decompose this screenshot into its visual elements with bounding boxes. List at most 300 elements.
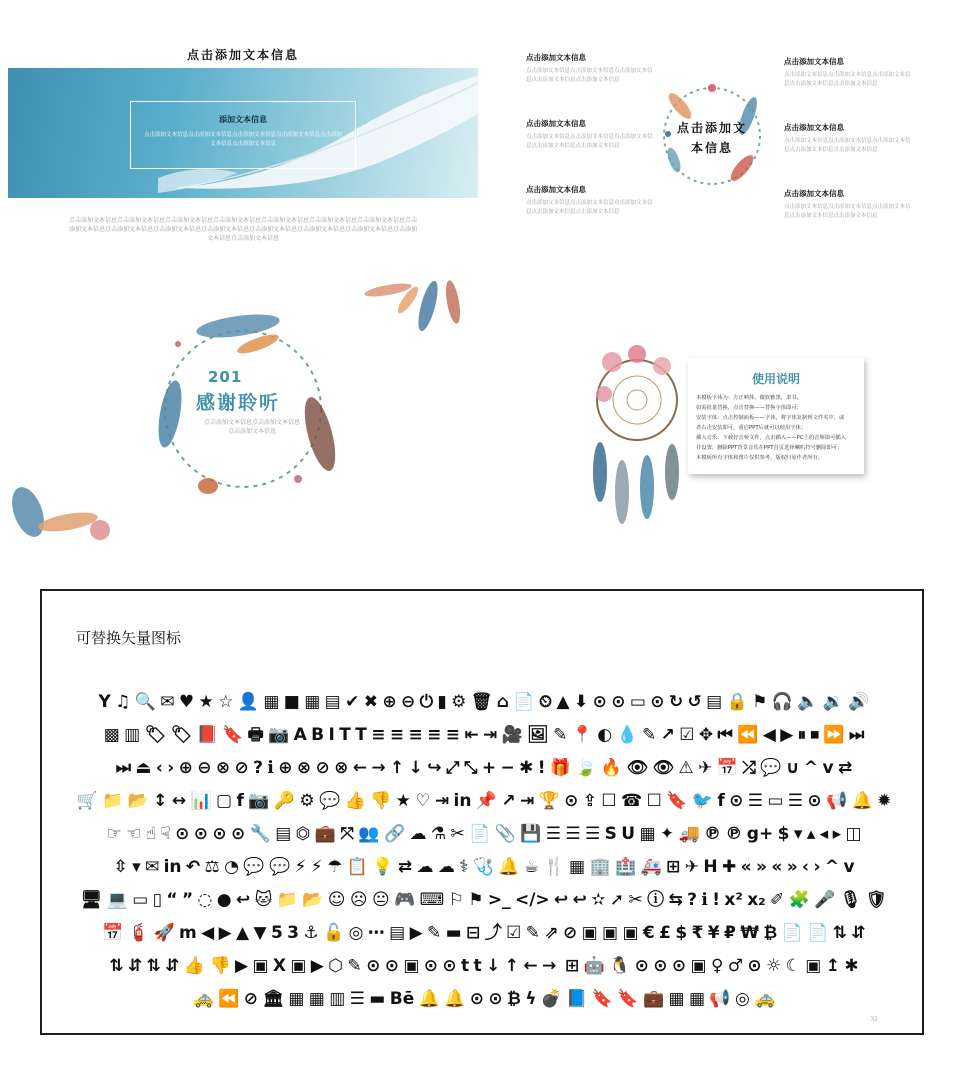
vector-icon: 👍 bbox=[344, 790, 366, 811]
thanks-subtitle: 点击添加文本信息点击添加文本信息点击添加文本信息 bbox=[204, 419, 301, 435]
vector-icon: ⇅ bbox=[832, 922, 847, 943]
vector-icon: ⚠ bbox=[678, 757, 694, 778]
vector-icon: ⊙ bbox=[564, 790, 579, 811]
vector-icon: 📅 bbox=[102, 922, 124, 943]
vector-icon: ✖ bbox=[363, 691, 378, 712]
vector-icon: → bbox=[541, 955, 557, 976]
vector-icon: ↩ bbox=[554, 889, 569, 910]
vector-icon: ▲ bbox=[556, 691, 570, 712]
thanks-title: 感谢聆听 bbox=[196, 392, 281, 414]
vector-icon: 🔊 bbox=[848, 691, 870, 712]
vector-icon: 📁 bbox=[102, 790, 124, 811]
vector-icon: ✈ bbox=[684, 856, 699, 877]
vector-icon: 🖶 bbox=[247, 724, 264, 745]
vector-icon: 🎁 bbox=[549, 757, 571, 778]
icon-grid bbox=[60, 685, 908, 1015]
vector-icon: › bbox=[167, 757, 175, 778]
item-heading: 点击添加文本信息 bbox=[526, 119, 586, 128]
vector-icon: ‹ bbox=[155, 757, 163, 778]
vector-icon: ⊞ bbox=[564, 955, 580, 976]
vector-icon: ✹ bbox=[877, 790, 892, 811]
vector-icon: ☰ bbox=[349, 988, 365, 1009]
vector-icon: 🔔 bbox=[444, 988, 466, 1009]
vector-icon: ☆ bbox=[218, 691, 234, 712]
vector-icon: £ bbox=[659, 922, 671, 943]
vector-icon: 🔈 bbox=[797, 691, 819, 712]
vector-icon: ⇥ bbox=[482, 724, 498, 745]
vector-icon: 📎 bbox=[494, 823, 516, 844]
instruction-line: 本模板所有字体和图片仅供参考，版权归原作者所有。 bbox=[696, 455, 824, 461]
icon-row bbox=[60, 949, 908, 982]
icon-row bbox=[60, 850, 908, 883]
vector-icon: ▬ bbox=[369, 988, 386, 1009]
icon-row bbox=[60, 685, 908, 718]
vector-icon: ▦ bbox=[288, 988, 305, 1009]
vector-icon: ↺ bbox=[687, 691, 702, 712]
vector-icon: 🤖 bbox=[583, 955, 605, 976]
vector-icon: 🧯 bbox=[127, 922, 150, 943]
vector-icon: € bbox=[642, 922, 655, 943]
vector-icon: 📁 bbox=[276, 889, 298, 910]
vector-icon: 🛡 bbox=[865, 889, 888, 910]
vector-icon: ⊙ bbox=[729, 790, 744, 811]
vector-icon: ⏩ bbox=[823, 724, 845, 745]
vector-icon: v bbox=[822, 757, 834, 778]
vector-icon: 👎 bbox=[370, 790, 392, 811]
vector-icon: ▦ bbox=[308, 988, 325, 1009]
banner-box-title: 添加文本信息 bbox=[219, 115, 267, 124]
vector-icon: Bē bbox=[389, 988, 415, 1009]
vector-icon: ✫ bbox=[591, 889, 606, 910]
vector-icon: ⌨ bbox=[419, 889, 445, 910]
vector-icon: U bbox=[621, 823, 636, 844]
vector-icon: ♫ bbox=[115, 691, 131, 712]
vector-icon: ▭ bbox=[629, 691, 646, 712]
vector-icon: « bbox=[740, 856, 752, 877]
vector-icon: 📍 bbox=[571, 724, 593, 745]
vector-icon: 🩺 bbox=[472, 856, 494, 877]
item-body: 点击添加文本信息点击添加文本信息点击添加文本信息点击添加文本信息点击添加文本信息 bbox=[784, 204, 911, 219]
item-heading: 点击添加文本信息 bbox=[526, 185, 586, 194]
vector-icon: 🚚 bbox=[678, 823, 700, 844]
vector-icon: ▣ bbox=[252, 955, 269, 976]
vector-icon: ▦ bbox=[569, 856, 586, 877]
vector-icon: ¥ bbox=[707, 922, 720, 943]
item-heading: 点击添加文本信息 bbox=[784, 57, 844, 66]
vector-icon: 💣 bbox=[540, 988, 562, 1009]
vector-icon: ℗ bbox=[704, 823, 722, 844]
icon-row bbox=[60, 751, 908, 784]
vector-icon: ◀ bbox=[762, 724, 776, 745]
vector-icon: ▣ bbox=[602, 922, 619, 943]
vector-icon: 🚑 bbox=[640, 856, 662, 877]
text-item bbox=[526, 52, 656, 85]
vector-icon: ⏭ bbox=[115, 757, 132, 778]
vector-icon: ₹ bbox=[691, 922, 704, 943]
item-heading: 点击添加文本信息 bbox=[784, 189, 844, 198]
vector-icon: ☎ bbox=[621, 790, 643, 811]
page-number: 32 bbox=[870, 1016, 878, 1023]
vector-icon: ↪ bbox=[427, 757, 442, 778]
vector-icon: 🏛 bbox=[262, 988, 284, 1009]
vector-icon: ↩ bbox=[572, 889, 587, 910]
vector-icon: 📕 bbox=[196, 724, 218, 745]
icon-row bbox=[60, 883, 908, 916]
vector-icon: 🖼 bbox=[527, 724, 549, 745]
vector-icon: 💬 bbox=[318, 790, 341, 811]
vector-icon: 👍 bbox=[183, 955, 206, 976]
vector-icon: T bbox=[355, 724, 367, 745]
text-item bbox=[784, 188, 914, 221]
vector-icon: ⊖ bbox=[400, 691, 416, 712]
vector-icon: H bbox=[703, 856, 718, 877]
vector-icon: ⇆ bbox=[668, 889, 683, 910]
vector-icon: ⇥ bbox=[519, 790, 535, 811]
vector-icon: ⊗ bbox=[215, 757, 231, 778]
vector-icon: ⏪ bbox=[218, 988, 240, 1009]
vector-icon: ⇤ bbox=[464, 724, 479, 745]
vector-icon: ^ bbox=[803, 757, 819, 778]
vector-icon: ✥ bbox=[698, 724, 714, 745]
vector-icon: “ bbox=[166, 889, 178, 910]
vector-icon: ◐ bbox=[597, 724, 613, 745]
icon-row bbox=[60, 916, 908, 949]
vector-icon: ▮ bbox=[437, 691, 447, 712]
vector-icon: 💧 bbox=[616, 724, 638, 745]
sea-banner-image bbox=[8, 68, 478, 198]
vector-icon: 🔖 bbox=[617, 988, 639, 1009]
vector-icon: ✐ bbox=[770, 889, 785, 910]
icon-row bbox=[60, 784, 908, 817]
vector-icon: 🎤 bbox=[814, 889, 836, 910]
vector-icon: 🔖 bbox=[222, 724, 244, 745]
vector-icon: 💬 bbox=[268, 856, 291, 877]
vector-icon: 📅 bbox=[716, 757, 738, 778]
vector-icon: t bbox=[473, 955, 482, 976]
vector-icon: − bbox=[500, 757, 515, 778]
vector-icon: ⊙ bbox=[671, 955, 687, 976]
vector-icon: ⤢ bbox=[445, 757, 460, 778]
vector-icon: ☐ bbox=[646, 790, 662, 811]
vector-icon: ⊙ bbox=[634, 955, 649, 976]
vector-icon: ⇅ bbox=[146, 955, 161, 976]
vector-icon: ◂ bbox=[819, 823, 829, 844]
vector-icon: 🔖 bbox=[591, 988, 614, 1009]
vector-icon: ▦ bbox=[668, 988, 685, 1009]
vector-icon: 💬 bbox=[760, 757, 782, 778]
vector-icon: ☂ bbox=[327, 856, 343, 877]
instruction-title: 使用说明 bbox=[751, 372, 800, 386]
vector-icon: 🏆 bbox=[538, 790, 560, 811]
vector-icon: ⬇ bbox=[573, 691, 589, 712]
vector-icon: ⇥ bbox=[434, 790, 450, 811]
vector-icon: ℹ bbox=[267, 757, 274, 778]
vector-icon: ₩ bbox=[740, 922, 759, 943]
vector-icon: ☝ bbox=[145, 823, 157, 844]
vector-icon: ✉ bbox=[144, 856, 160, 877]
vector-icon: ▣ bbox=[690, 955, 707, 976]
vector-icon: ⤧ bbox=[340, 823, 355, 844]
vector-icon: ⏏ bbox=[135, 757, 152, 778]
vector-icon: 🎮 bbox=[394, 889, 416, 910]
vector-icon: ⊙ bbox=[747, 955, 762, 976]
vector-icon: ■ bbox=[283, 691, 300, 712]
vector-icon: ✎ bbox=[525, 922, 540, 943]
vector-icon: ▣ bbox=[805, 955, 822, 976]
vector-icon: 📷 bbox=[248, 790, 270, 811]
slide-banner bbox=[8, 38, 478, 248]
vector-icon: 📄 bbox=[781, 922, 803, 943]
vector-icon: ← bbox=[352, 757, 367, 778]
vector-icon: 😐 bbox=[372, 889, 390, 910]
vector-icon: ✎ bbox=[642, 724, 657, 745]
feather-corner-illustration bbox=[358, 276, 478, 346]
vector-icon: ≡ bbox=[427, 724, 442, 745]
vector-icon: ▦ bbox=[639, 823, 656, 844]
vector-icon: 👁 bbox=[652, 757, 675, 778]
vector-icon: ☺ bbox=[327, 889, 346, 910]
vector-icon: ⊖ bbox=[197, 757, 212, 778]
vector-icon: ▣ bbox=[622, 922, 639, 943]
instruction-line: 插入音乐：下载好音频文件，点击插入——PC上的音频即可插入 bbox=[696, 435, 846, 441]
vector-icon: ⚙ bbox=[451, 691, 467, 712]
vector-icon: 🔔 bbox=[418, 988, 440, 1009]
vector-icon: ▶ bbox=[780, 724, 794, 745]
vector-icon: ▶ bbox=[218, 922, 232, 943]
vector-icon: ⊙ bbox=[650, 691, 665, 712]
vector-icon: 🎙 bbox=[839, 889, 862, 910]
icon-row bbox=[60, 718, 908, 751]
vector-icon: ⚑ bbox=[752, 691, 768, 712]
vector-icon: 📢 bbox=[826, 790, 848, 811]
vector-icon: ↥ bbox=[825, 955, 840, 976]
year-number: 201 bbox=[208, 368, 243, 386]
vector-icon: ↔ bbox=[171, 790, 187, 811]
vector-icon: 🐧 bbox=[609, 955, 631, 976]
instruction-line: 本模板字体为：方正呐体，微软雅黑，隶书。 bbox=[696, 395, 802, 401]
item-body: 点击添加文本信息点击添加文本信息点击添加文本信息点击添加文本信息点击添加文本信息 bbox=[526, 200, 653, 215]
vector-icon: ▭ bbox=[132, 889, 149, 910]
vector-icon: 🗑 bbox=[470, 691, 493, 712]
vector-icon: ↗ bbox=[501, 790, 516, 811]
vector-icon: 🔔 bbox=[851, 790, 873, 811]
vector-icon: ▣ bbox=[403, 955, 420, 976]
vector-icon: ⊙ bbox=[807, 790, 822, 811]
vector-icon: ▼ bbox=[253, 922, 267, 943]
banner-text-box bbox=[130, 101, 356, 169]
vector-icon: 3 bbox=[287, 922, 300, 943]
vector-icon: Y bbox=[98, 691, 111, 712]
vector-icon: ♥ bbox=[178, 691, 195, 712]
vector-icon: ▭ bbox=[767, 790, 784, 811]
vector-icon: ▶ bbox=[409, 922, 423, 943]
vector-icon: ! bbox=[712, 889, 721, 910]
slide-thanks bbox=[8, 276, 478, 542]
vector-icon: ⇵ bbox=[165, 955, 180, 976]
vector-icon: T bbox=[339, 724, 351, 745]
vector-icon: ↓ bbox=[486, 955, 501, 976]
vector-icon: ‹ bbox=[802, 856, 810, 877]
vector-icon: ↻ bbox=[668, 691, 684, 712]
vector-icon: 💼 bbox=[314, 823, 337, 844]
vector-icon: ↗ bbox=[660, 724, 675, 745]
vector-icon: 💼 bbox=[642, 988, 665, 1009]
vector-icon: ≡ bbox=[408, 724, 423, 745]
vector-icon: ⇗ bbox=[544, 922, 559, 943]
vector-icon: ✚ bbox=[721, 856, 737, 877]
vector-icon: ◔ bbox=[224, 856, 240, 877]
vector-icon: ⇵ bbox=[128, 955, 143, 976]
vector-icon: ◎ bbox=[734, 988, 750, 1009]
vector-icon: ⚐ bbox=[448, 889, 464, 910]
vector-icon: » bbox=[786, 856, 798, 877]
vector-icon: ⊘ bbox=[234, 757, 249, 778]
item-body: 点击添加文本信息点击添加文本信息点击添加文本信息点击添加文本信息点击添加文本信息 bbox=[526, 68, 653, 83]
vector-icon: 📋 bbox=[346, 856, 368, 877]
vector-icon: ◀ bbox=[201, 922, 215, 943]
vector-icon: ☑ bbox=[506, 922, 522, 943]
vector-icon: 🧩 bbox=[788, 889, 810, 910]
item-heading: 点击添加文本信息 bbox=[784, 123, 844, 132]
vector-icon: ≡ bbox=[389, 724, 405, 745]
vector-icon: ⇵ bbox=[851, 922, 866, 943]
vector-icon: ▦ bbox=[688, 988, 706, 1009]
vector-icon: ☐ bbox=[601, 790, 617, 811]
vector-icon: ⊙ bbox=[212, 823, 227, 844]
vector-icon: ▩ bbox=[103, 724, 120, 745]
vector-icon: 🛒 bbox=[76, 790, 98, 811]
vector-icon: 🔒 bbox=[726, 691, 748, 712]
vector-icon: 🎧 bbox=[771, 691, 793, 712]
vector-icon: ⊙ bbox=[442, 955, 457, 976]
vector-icon: 📌 bbox=[475, 790, 497, 811]
vector-icon: ⇄ bbox=[838, 757, 853, 778]
instruction-line: 并设置，删除PPT背景音乐在PPT首页选择喇叭符号删除即可； bbox=[696, 445, 843, 451]
vector-icon: ➚ bbox=[609, 889, 625, 910]
vector-icon: ⊙ bbox=[488, 988, 503, 1009]
text-item bbox=[784, 122, 914, 155]
vector-icon: 🔔 bbox=[498, 856, 520, 877]
vector-icon: ? bbox=[253, 757, 263, 778]
vector-icon: ☁ bbox=[437, 856, 455, 877]
vector-icon: ← bbox=[523, 955, 538, 976]
vector-icon: ⚖ bbox=[204, 856, 220, 877]
vector-icon: 🔖 bbox=[666, 790, 688, 811]
vector-icon: + bbox=[481, 757, 497, 778]
vector-icon: B bbox=[311, 724, 325, 745]
vector-icon: ⊕ bbox=[178, 757, 193, 778]
vector-icon: ⏲ bbox=[538, 691, 553, 712]
vector-icon: ⊕ bbox=[382, 691, 397, 712]
vector-icon: ▴ bbox=[806, 823, 816, 844]
vector-icon: 🏷 bbox=[144, 724, 167, 745]
vector-icon: ☰ bbox=[565, 823, 581, 844]
vector-icon: ⚡ bbox=[294, 856, 307, 877]
vector-icon: ▤ bbox=[706, 691, 723, 712]
vector-icon: ^ bbox=[824, 856, 840, 877]
vector-icon: ◫ bbox=[845, 823, 862, 844]
vector-icon: ☞ bbox=[106, 823, 122, 844]
vector-icon: ✈ bbox=[698, 757, 713, 778]
instruction-line: 者右击安装即可，重启PPT后就可以使用字体； bbox=[696, 425, 807, 431]
vector-icon: ★ bbox=[395, 790, 411, 811]
vector-icon: ⇳ bbox=[113, 856, 128, 877]
vector-icon: ⊘ bbox=[562, 922, 578, 943]
vector-icon: ⤴ bbox=[484, 922, 502, 943]
vector-icon: ⊗ bbox=[296, 757, 312, 778]
vector-icon: A bbox=[293, 724, 307, 745]
vector-icon: $ bbox=[777, 823, 790, 844]
vector-icon: ↑ bbox=[504, 955, 519, 976]
vector-icon: 🍃 bbox=[575, 757, 597, 778]
vector-icon: ▣ bbox=[290, 955, 307, 976]
vector-icon: ↑ bbox=[389, 757, 405, 778]
vector-icon: 💾 bbox=[520, 823, 542, 844]
vector-icon: ▤ bbox=[324, 691, 341, 712]
vector-icon: 📊 bbox=[190, 790, 212, 811]
vector-icon: ⬡ bbox=[328, 955, 344, 976]
vector-icon: 🏢 bbox=[589, 856, 611, 877]
vector-icon: in bbox=[453, 790, 472, 811]
text-item bbox=[526, 118, 656, 151]
vector-icon: 🚕 bbox=[754, 988, 776, 1009]
vector-icon: </> bbox=[514, 889, 550, 910]
vector-icon: ✱ bbox=[519, 757, 534, 778]
vector-icon: ⓘ bbox=[647, 889, 665, 910]
vector-icon: x² bbox=[724, 889, 743, 910]
vector-icon: 🏷 bbox=[170, 724, 193, 745]
vector-icon: 🐦 bbox=[691, 790, 713, 811]
vector-icon: ▦ bbox=[263, 691, 280, 712]
vector-icon: ☰ bbox=[787, 790, 804, 811]
vector-icon: in bbox=[163, 856, 182, 877]
vector-icon: ▤ bbox=[389, 922, 406, 943]
instruction-line: 如需批量替换，点击替换——替换字体即可； bbox=[696, 405, 802, 411]
vector-icon: ☰ bbox=[545, 823, 561, 844]
vector-icon: ⊞ bbox=[666, 856, 681, 877]
flower-corner-illustration bbox=[8, 472, 128, 542]
vector-icon: ▤ bbox=[275, 823, 292, 844]
item-body: 点击添加文本信息点击添加文本信息点击添加文本信息点击添加文本信息点击添加文本信息 bbox=[784, 72, 911, 87]
vector-icon: ☜ bbox=[126, 823, 142, 844]
vector-icon: ⏻ bbox=[419, 691, 434, 712]
vector-icon: v bbox=[843, 856, 855, 877]
vector-icon: 👎 bbox=[209, 955, 231, 976]
vector-icon: ▯ bbox=[152, 889, 163, 910]
vector-icon: 🔥 bbox=[600, 757, 623, 778]
text-item bbox=[784, 56, 914, 89]
vector-icon: ☑ bbox=[679, 724, 695, 745]
vector-icon: ☰ bbox=[747, 790, 763, 811]
vector-icon: ☰ bbox=[585, 823, 601, 844]
vector-icon: ✔ bbox=[345, 691, 360, 712]
vector-icon: ⏣ bbox=[295, 823, 311, 844]
vector-icon: ▾ bbox=[132, 856, 141, 877]
vector-icon: 🎥 bbox=[501, 724, 523, 745]
vector-icon: ✎ bbox=[347, 955, 362, 976]
vector-icon: 🍴 bbox=[543, 856, 565, 877]
vector-icon: ↶ bbox=[185, 856, 201, 877]
vector-icon: ◎ bbox=[348, 922, 364, 943]
vector-icon: 🔉 bbox=[822, 691, 844, 712]
vector-icon: ⚑ bbox=[468, 889, 484, 910]
vector-icon: m bbox=[179, 922, 197, 943]
vector-icon: ℹ bbox=[701, 889, 708, 910]
vector-icon: 🔗 bbox=[383, 823, 406, 844]
vector-icon: › bbox=[813, 856, 821, 877]
vector-icon: » bbox=[755, 856, 767, 877]
vector-icon: ▥ bbox=[124, 724, 141, 745]
